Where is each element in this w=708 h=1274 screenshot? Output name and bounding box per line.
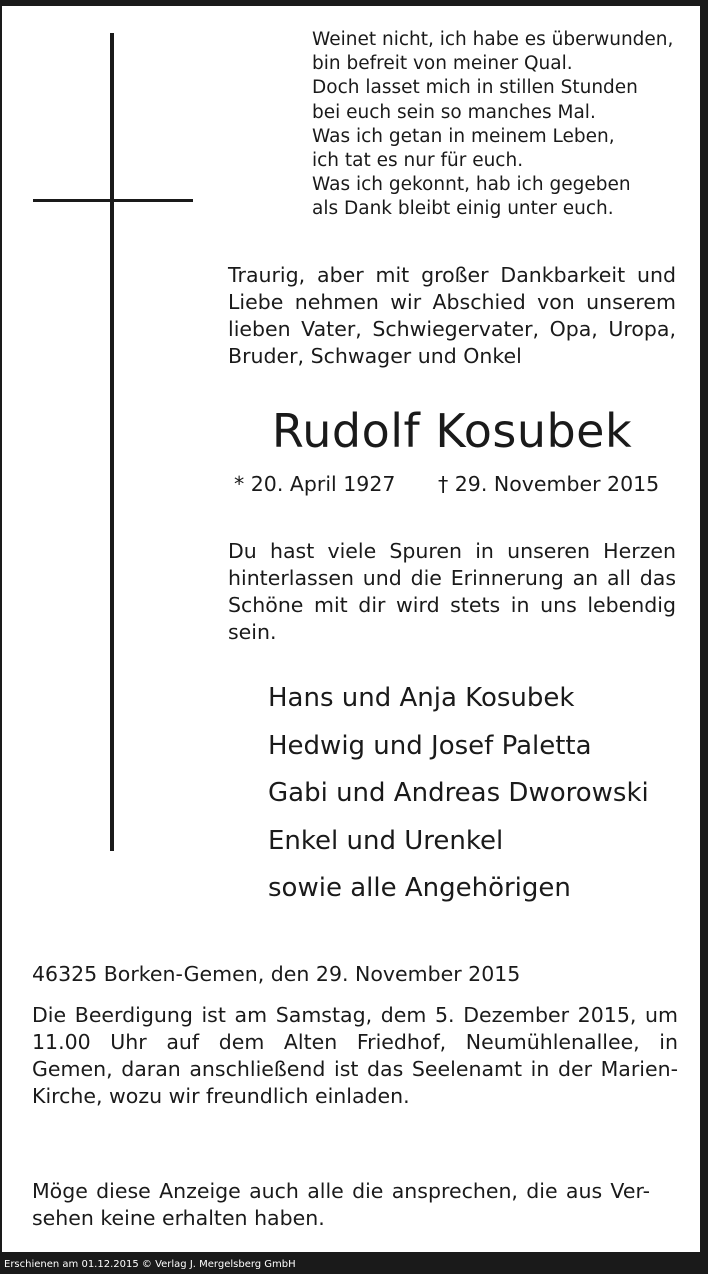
- death-date: † 29. November 2015: [438, 472, 660, 496]
- funeral-line: Kirche, wozu wir freundlich einladen.: [32, 1084, 410, 1108]
- funeral-line: Gemen, daran anschließend ist das Seelenamt in der Marien-: [32, 1057, 678, 1081]
- birth-date: * 20. April 1927: [234, 472, 396, 496]
- intro-line: Traurig, aber mit großer Dankbarkeit und: [228, 263, 676, 287]
- traces-line: Schöne mit dir wird stets in uns lebendig: [228, 593, 676, 617]
- publication-footer: Erschienen am 01.12.2015 © Verlag J. Mergelsberg GmbH: [4, 1259, 296, 1270]
- poem: [312, 28, 692, 222]
- mourner-entry: Hans und Anja Kosubek: [268, 683, 575, 713]
- poem-line: Weinet nicht, ich habe es überwunden,: [312, 29, 674, 50]
- traces-line: hinterlassen und die Erinnerung an all das: [228, 566, 676, 590]
- mourners-list: [268, 675, 688, 913]
- poem-line: ich tat es nur für euch.: [312, 150, 524, 172]
- poem-line: als Dank bleibt einig unter euch.: [312, 198, 614, 220]
- intro-line: lieben Vater, Schwiegervater, Opa, Uropa,: [228, 317, 676, 341]
- traces-paragraph: [228, 538, 676, 646]
- mourner-entry: Enkel und Urenkel: [268, 825, 504, 856]
- mourner-entry: Gabi und Andreas Dworowski: [268, 778, 649, 808]
- funeral-line: 11.00 Uhr auf dem Alten Friedhof, Neumühlenallee, in: [32, 1030, 678, 1054]
- place-date: 46325 Borken-Gemen, den 29. November 2015: [32, 962, 521, 986]
- closing-line: Möge diese Anzeige auch alle die ansprechen, die aus Ver-: [32, 1179, 650, 1203]
- poem-line: bei euch sein so manches Mal.: [312, 101, 596, 123]
- closing-line: sehen keine erhalten haben.: [32, 1206, 325, 1230]
- funeral-line: Die Beerdigung ist am Samstag, dem 5. Dezember 2015, um: [32, 1003, 678, 1027]
- cross-vertical-bar: [110, 33, 114, 851]
- traces-line: sein.: [228, 620, 277, 644]
- poem-line: Was ich getan in meinem Leben,: [312, 125, 615, 147]
- poem-line: Doch lasset mich in stillen Stunden: [312, 77, 638, 99]
- mourner-entry: sowie alle Angehörigen: [268, 873, 571, 903]
- intro-paragraph: [228, 262, 676, 370]
- poem-line: bin befreit von meiner Qual.: [312, 53, 573, 75]
- poem-line: Was ich gekonnt, hab ich gegeben: [312, 174, 631, 196]
- funeral-paragraph: [32, 1002, 678, 1110]
- deceased-name: Rudolf Kosubek: [271, 404, 633, 458]
- intro-line: Liebe nehmen wir Abschied von unserem: [228, 290, 676, 314]
- closing-paragraph: [32, 1178, 650, 1232]
- intro-line: Bruder, Schwager und Onkel: [228, 344, 522, 368]
- traces-line: Du hast viele Spuren in unseren Herzen: [228, 539, 676, 563]
- mourner-entry: Hedwig und Josef Paletta: [268, 730, 592, 761]
- cross-horizontal-bar: [33, 199, 193, 202]
